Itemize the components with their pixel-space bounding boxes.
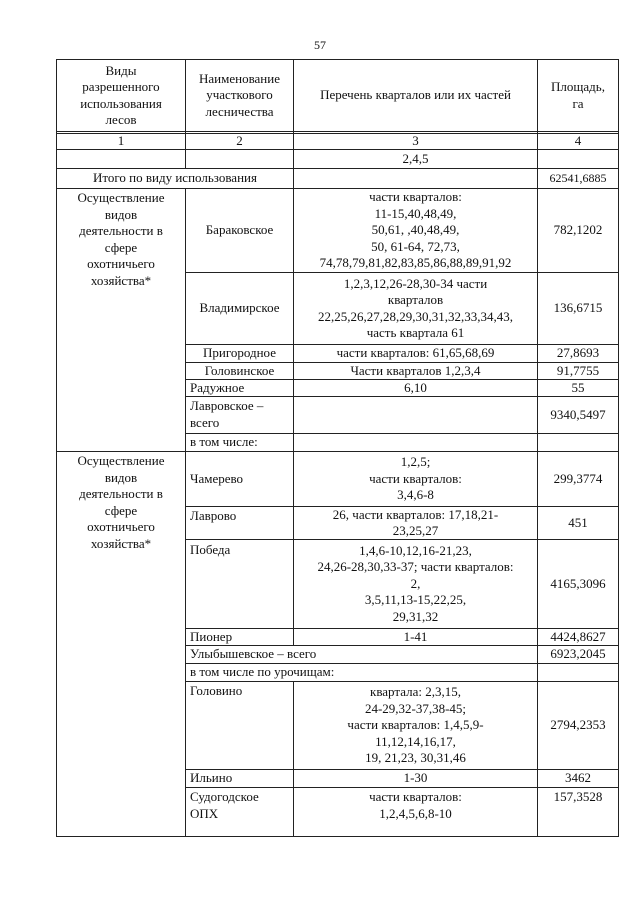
header-num-1: 1 (117, 132, 125, 148)
forestry-name: Головинское (204, 362, 275, 378)
forestry-total-label: Улыбышевское – всего (190, 646, 317, 662)
forestry-name: Бараковское (205, 222, 274, 238)
forestry-name: Ильино (190, 770, 233, 786)
forestry-name: Радужное (190, 379, 245, 395)
header-col-use: Виды разрешенного использования лесов (80, 62, 162, 127)
quarters-list: квартала: 2,3,15, 24-29,32-37,38-45; части кварталов: 1,4,5,9- 11,12,14,16,17, 19, 21,23, 30,31,46 (347, 684, 484, 766)
total-label: Итого по виду использования (93, 170, 257, 186)
area-value: 451 (568, 514, 588, 530)
area-value: 55 (571, 379, 585, 395)
page-number: 57 (314, 38, 326, 52)
subtotal-label: в том числе по урочищам: (190, 664, 335, 680)
quarters-list: части кварталов: 11-15,40,48,49, 50,61, ,40,48,49, 50, 61-64, 72,73, 74,78,79,81,82,83,85,86,88,89,91,92 (319, 189, 512, 271)
quarters-list: 1,2,3,12,26-28,30-34 части кварталов 22,25,26,27,28,29,30,31,32,33,34,43, часть квартала 61 (318, 275, 513, 340)
quarters-list: части кварталов: 1,2,4,5,6,8-10 (369, 789, 462, 821)
area-value: 91,7755 (556, 362, 600, 378)
area-value: 4424,8627 (550, 628, 606, 644)
use-type-hunting-1: Осуществление видов деятельности в сфере охотничьего хозяйства* (77, 190, 165, 288)
area-value: 157,3528 (553, 789, 603, 804)
row-divider (57, 131, 618, 132)
row-divider (185, 787, 618, 788)
forestry-name: Пригородное (203, 345, 276, 361)
area-value: 3462 (565, 770, 591, 786)
quarters-list: 1,4,6-10,12,16-21,23, 24,26-28,30,33-37; части кварталов: 2, 3,5,11,13-15,22,25, 29,31,32 (317, 542, 514, 624)
header-num-2: 2 (236, 132, 243, 148)
area-value: 6923,2045 (550, 646, 606, 662)
area-value: 9340,5497 (550, 406, 606, 422)
forestry-name: Победа (190, 542, 231, 557)
forestry-name: Судогодское ОПХ (190, 789, 259, 821)
quarters-list: части кварталов: 61,65,68,69 (336, 345, 495, 361)
forestry-name: Владимирское (199, 300, 280, 316)
header-col-quarters: Перечень кварталов или их частей (320, 87, 511, 103)
forestry-name: Головино (190, 683, 243, 698)
header-num-4: 4 (574, 132, 582, 148)
forestry-name: Лаврово (190, 508, 237, 523)
forestry-name: Лавровское – всего (190, 398, 264, 430)
quarters-list: 6,10 (404, 379, 427, 395)
area-value: 27,8693 (556, 345, 600, 361)
area-value: 136,6715 (553, 300, 603, 316)
subtotal-label: в том числе: (190, 434, 258, 450)
quarters-list: 1-41 (403, 628, 428, 644)
forest-use-table (56, 59, 619, 837)
area-value: 2794,2353 (550, 717, 606, 733)
forestry-name: Пионер (190, 628, 233, 644)
forestry-name: Чамерево (190, 470, 244, 486)
area-value: 782,1202 (553, 222, 603, 238)
header-num-3: 3 (412, 132, 419, 148)
quarters-list: 1-30 (403, 770, 428, 786)
area-value: 299,3774 (553, 470, 603, 486)
quarters-list: 1,2,5; части кварталов: 3,4,6-8 (369, 454, 462, 503)
area-value: 4165,3096 (550, 575, 606, 591)
quarters-list: Части кварталов 1,2,3,4 (350, 362, 481, 378)
continuation-quarters: 2,4,5 (402, 150, 429, 166)
header-col-area: Площадь, га (551, 79, 605, 111)
use-type-hunting-2: Осуществление видов деятельности в сфере охотничьего хозяйства* (77, 453, 165, 551)
header-col-forestry: Наименование участкового лесничества (199, 70, 280, 119)
total-area: 62541,6885 (549, 171, 607, 186)
quarters-list: 26, части кварталов: 17,18,21- 23,25,27 (332, 506, 499, 538)
